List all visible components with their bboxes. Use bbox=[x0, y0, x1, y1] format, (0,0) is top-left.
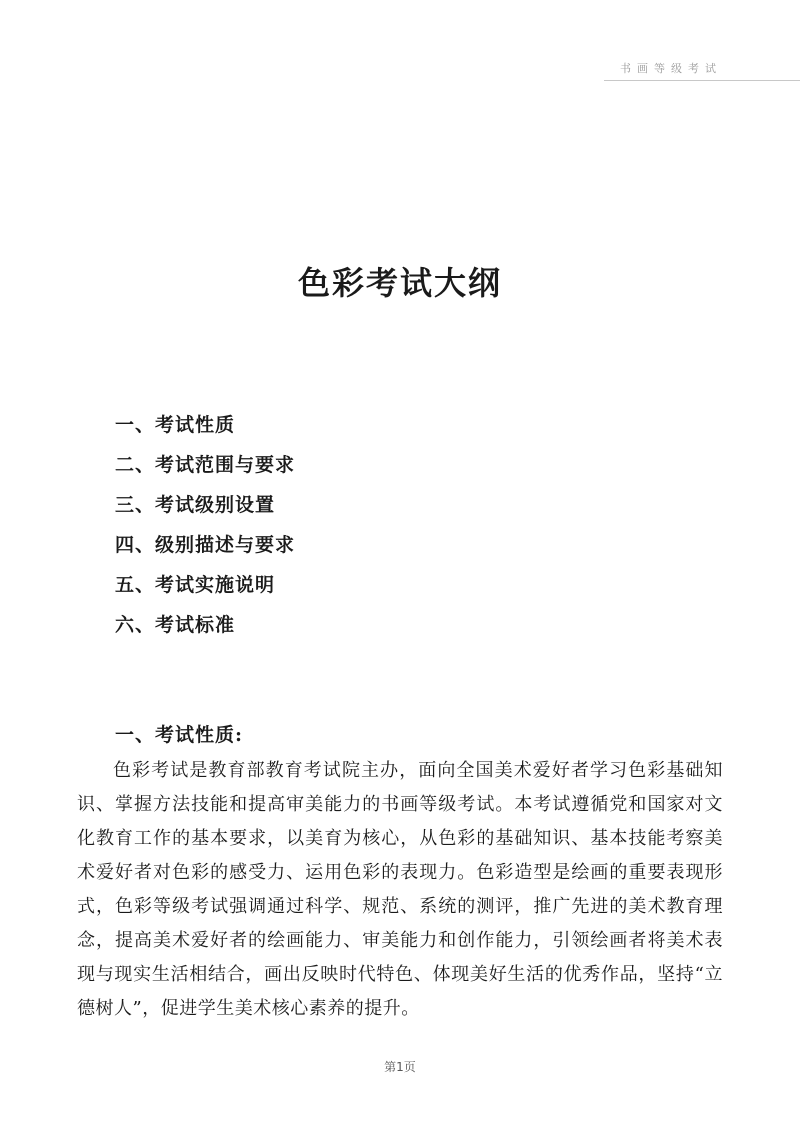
header-rule bbox=[604, 80, 800, 81]
toc-item-6: 六、考试标准 bbox=[115, 614, 236, 636]
toc-item-2: 二、考试范围与要求 bbox=[115, 454, 296, 476]
page-number: 第1页 bbox=[384, 1060, 416, 1074]
running-header: 书画等级考试 bbox=[620, 62, 722, 75]
toc-item-4: 四、级别描述与要求 bbox=[115, 534, 296, 556]
document-title: 色彩考试大纲 bbox=[297, 264, 502, 302]
toc-item-1: 一、考试性质 bbox=[115, 414, 236, 436]
table-of-contents bbox=[115, 405, 295, 645]
section-paragraph: 色彩考试是教育部教育考试院主办，面向全国美术爱好者学习色彩基础知识、掌握方法技能和提高审美能力的书画等级考试。本考试遵循党和国家对文化教育工作的基本要求，以美育为核心，从色彩的基础知识、基本技能考察美术爱好者对色彩的感受力、运用色彩的表现力。色彩造型是绘画的重要表现形式，色彩等级考试强调通过科学、规范、系统的测评，推广先进的美术教育理念，提高美术爱好者的绘画能力、审美能力和创作能力，引领绘画者将美术表现与现实生活相结合，画出反映时代特色、体现美好生活的优秀作品，坚持“立德树人”，促进学生美术核心素养的提升。 bbox=[77, 760, 723, 1019]
toc-item-3: 三、考试级别设置 bbox=[115, 494, 276, 516]
section-heading: 一、考试性质: bbox=[115, 724, 244, 746]
toc-item-5: 五、考试实施说明 bbox=[115, 574, 276, 596]
